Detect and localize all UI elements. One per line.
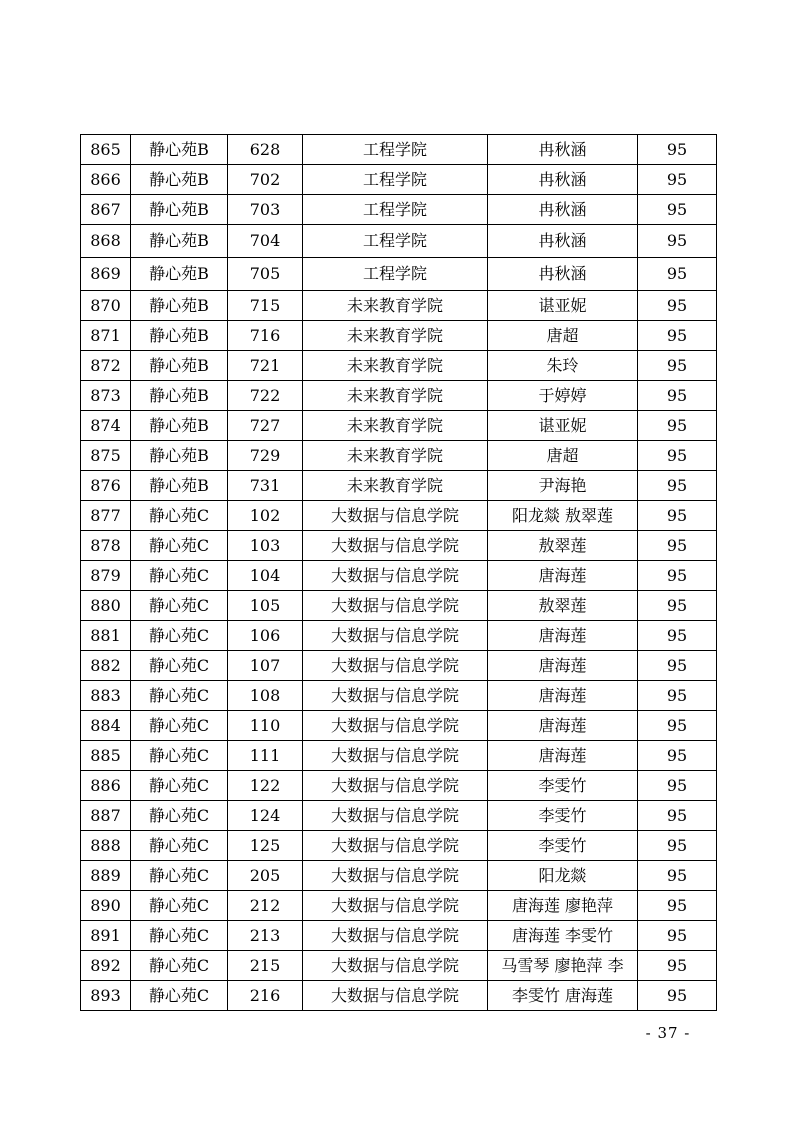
cell-name: 李雯竹	[488, 831, 638, 861]
cell-college: 未来教育学院	[303, 411, 488, 441]
cell-room: 721	[228, 351, 303, 381]
table-row	[81, 531, 717, 561]
cell-room: 722	[228, 381, 303, 411]
cell-room: 103	[228, 531, 303, 561]
cell-building: 静心苑C	[131, 771, 228, 801]
cell-college: 未来教育学院	[303, 381, 488, 411]
cell-name: 李雯竹	[488, 801, 638, 831]
table-row	[81, 291, 717, 321]
table-row	[81, 471, 717, 501]
cell-number: 867	[81, 195, 131, 225]
cell-college: 大数据与信息学院	[303, 591, 488, 621]
cell-building: 静心苑C	[131, 501, 228, 531]
cell-score: 95	[638, 681, 717, 711]
cell-number: 869	[81, 258, 131, 291]
table-row	[81, 891, 717, 921]
cell-college: 大数据与信息学院	[303, 711, 488, 741]
table-row	[81, 258, 717, 291]
cell-name: 尹海艳	[488, 471, 638, 501]
cell-number: 874	[81, 411, 131, 441]
table-row	[81, 441, 717, 471]
table-row	[81, 921, 717, 951]
table-row	[81, 591, 717, 621]
table-row	[81, 651, 717, 681]
table-row	[81, 135, 717, 165]
cell-room: 111	[228, 741, 303, 771]
table-row	[81, 321, 717, 351]
cell-room: 213	[228, 921, 303, 951]
cell-number: 868	[81, 225, 131, 258]
cell-name: 敖翠莲	[488, 531, 638, 561]
table-row	[81, 861, 717, 891]
cell-building: 静心苑C	[131, 711, 228, 741]
cell-building: 静心苑C	[131, 861, 228, 891]
cell-name: 敖翠莲	[488, 591, 638, 621]
cell-name: 唐海莲	[488, 681, 638, 711]
cell-score: 95	[638, 258, 717, 291]
cell-number: 877	[81, 501, 131, 531]
cell-number: 880	[81, 591, 131, 621]
cell-college: 大数据与信息学院	[303, 531, 488, 561]
cell-building: 静心苑C	[131, 891, 228, 921]
cell-number: 878	[81, 531, 131, 561]
table-body	[81, 135, 717, 1011]
cell-score: 95	[638, 981, 717, 1011]
cell-college: 大数据与信息学院	[303, 891, 488, 921]
cell-number: 888	[81, 831, 131, 861]
cell-score: 95	[638, 471, 717, 501]
cell-building: 静心苑B	[131, 471, 228, 501]
cell-number: 891	[81, 921, 131, 951]
cell-score: 95	[638, 651, 717, 681]
cell-name: 冉秋涵	[488, 225, 638, 258]
cell-room: 108	[228, 681, 303, 711]
cell-room: 105	[228, 591, 303, 621]
cell-number: 889	[81, 861, 131, 891]
cell-score: 95	[638, 951, 717, 981]
cell-name: 阳龙燚 敖翠莲	[488, 501, 638, 531]
cell-college: 大数据与信息学院	[303, 561, 488, 591]
cell-college: 大数据与信息学院	[303, 801, 488, 831]
cell-building: 静心苑B	[131, 381, 228, 411]
cell-name: 李雯竹	[488, 771, 638, 801]
cell-building: 静心苑B	[131, 411, 228, 441]
cell-college: 大数据与信息学院	[303, 831, 488, 861]
cell-score: 95	[638, 291, 717, 321]
table-row	[81, 225, 717, 258]
cell-score: 95	[638, 225, 717, 258]
cell-name: 唐海莲	[488, 561, 638, 591]
cell-score: 95	[638, 861, 717, 891]
dormitory-score-table	[80, 134, 717, 1011]
cell-name: 唐海莲	[488, 621, 638, 651]
cell-building: 静心苑B	[131, 291, 228, 321]
table-row	[81, 771, 717, 801]
cell-score: 95	[638, 591, 717, 621]
cell-score: 95	[638, 891, 717, 921]
cell-name: 唐海莲	[488, 711, 638, 741]
cell-name: 唐海莲 李雯竹	[488, 921, 638, 951]
table-row	[81, 711, 717, 741]
cell-building: 静心苑C	[131, 831, 228, 861]
cell-room: 702	[228, 165, 303, 195]
cell-room: 125	[228, 831, 303, 861]
table-row	[81, 801, 717, 831]
cell-number: 876	[81, 471, 131, 501]
cell-score: 95	[638, 621, 717, 651]
cell-name: 于婷婷	[488, 381, 638, 411]
cell-name: 唐超	[488, 441, 638, 471]
cell-number: 892	[81, 951, 131, 981]
cell-score: 95	[638, 381, 717, 411]
cell-score: 95	[638, 531, 717, 561]
cell-college: 大数据与信息学院	[303, 981, 488, 1011]
cell-number: 865	[81, 135, 131, 165]
cell-name: 谌亚妮	[488, 411, 638, 441]
cell-name: 冉秋涵	[488, 258, 638, 291]
cell-number: 879	[81, 561, 131, 591]
cell-room: 729	[228, 441, 303, 471]
cell-room: 205	[228, 861, 303, 891]
table-row	[81, 561, 717, 591]
table-row	[81, 351, 717, 381]
cell-name: 朱玲	[488, 351, 638, 381]
cell-room: 122	[228, 771, 303, 801]
cell-room: 628	[228, 135, 303, 165]
cell-number: 885	[81, 741, 131, 771]
cell-name: 马雪琴 廖艳萍 李	[488, 951, 638, 981]
cell-college: 大数据与信息学院	[303, 501, 488, 531]
table-row	[81, 411, 717, 441]
cell-college: 工程学院	[303, 165, 488, 195]
cell-building: 静心苑C	[131, 651, 228, 681]
cell-room: 216	[228, 981, 303, 1011]
cell-building: 静心苑B	[131, 195, 228, 225]
table-row	[81, 831, 717, 861]
cell-number: 875	[81, 441, 131, 471]
cell-building: 静心苑B	[131, 441, 228, 471]
cell-college: 大数据与信息学院	[303, 651, 488, 681]
table-row	[81, 951, 717, 981]
cell-score: 95	[638, 165, 717, 195]
cell-college: 未来教育学院	[303, 441, 488, 471]
cell-score: 95	[638, 831, 717, 861]
cell-score: 95	[638, 411, 717, 441]
cell-building: 静心苑C	[131, 801, 228, 831]
cell-college: 大数据与信息学院	[303, 741, 488, 771]
table-row	[81, 381, 717, 411]
cell-building: 静心苑C	[131, 981, 228, 1011]
cell-score: 95	[638, 135, 717, 165]
cell-room: 110	[228, 711, 303, 741]
cell-building: 静心苑C	[131, 681, 228, 711]
table-row	[81, 195, 717, 225]
cell-name: 唐海莲	[488, 651, 638, 681]
cell-college: 未来教育学院	[303, 291, 488, 321]
cell-number: 887	[81, 801, 131, 831]
table-row	[81, 981, 717, 1011]
cell-room: 727	[228, 411, 303, 441]
cell-number: 871	[81, 321, 131, 351]
cell-building: 静心苑C	[131, 621, 228, 651]
cell-number: 893	[81, 981, 131, 1011]
cell-score: 95	[638, 801, 717, 831]
cell-room: 704	[228, 225, 303, 258]
cell-number: 882	[81, 651, 131, 681]
cell-college: 大数据与信息学院	[303, 771, 488, 801]
cell-college: 大数据与信息学院	[303, 681, 488, 711]
dormitory-score-table-container	[80, 134, 716, 1011]
table-row	[81, 621, 717, 651]
cell-building: 静心苑C	[131, 561, 228, 591]
cell-score: 95	[638, 561, 717, 591]
cell-name: 冉秋涵	[488, 165, 638, 195]
cell-name: 唐超	[488, 321, 638, 351]
cell-name: 阳龙燚	[488, 861, 638, 891]
cell-number: 872	[81, 351, 131, 381]
cell-college: 工程学院	[303, 258, 488, 291]
cell-college: 未来教育学院	[303, 321, 488, 351]
cell-name: 谌亚妮	[488, 291, 638, 321]
cell-number: 890	[81, 891, 131, 921]
cell-score: 95	[638, 741, 717, 771]
cell-score: 95	[638, 351, 717, 381]
cell-room: 106	[228, 621, 303, 651]
cell-room: 705	[228, 258, 303, 291]
cell-score: 95	[638, 195, 717, 225]
cell-building: 静心苑C	[131, 531, 228, 561]
cell-number: 886	[81, 771, 131, 801]
cell-number: 881	[81, 621, 131, 651]
cell-building: 静心苑B	[131, 258, 228, 291]
cell-room: 124	[228, 801, 303, 831]
cell-building: 静心苑B	[131, 321, 228, 351]
cell-room: 107	[228, 651, 303, 681]
cell-room: 212	[228, 891, 303, 921]
cell-number: 866	[81, 165, 131, 195]
cell-college: 工程学院	[303, 135, 488, 165]
cell-score: 95	[638, 441, 717, 471]
cell-college: 未来教育学院	[303, 351, 488, 381]
cell-college: 工程学院	[303, 195, 488, 225]
cell-score: 95	[638, 921, 717, 951]
cell-name: 冉秋涵	[488, 195, 638, 225]
cell-number: 883	[81, 681, 131, 711]
cell-room: 215	[228, 951, 303, 981]
cell-building: 静心苑C	[131, 591, 228, 621]
cell-number: 884	[81, 711, 131, 741]
table-row	[81, 741, 717, 771]
cell-number: 873	[81, 381, 131, 411]
page-number: - 37 -	[645, 1024, 691, 1042]
cell-college: 大数据与信息学院	[303, 861, 488, 891]
table-row	[81, 165, 717, 195]
cell-number: 870	[81, 291, 131, 321]
cell-building: 静心苑B	[131, 165, 228, 195]
cell-building: 静心苑B	[131, 225, 228, 258]
cell-room: 102	[228, 501, 303, 531]
cell-score: 95	[638, 771, 717, 801]
cell-room: 703	[228, 195, 303, 225]
cell-college: 大数据与信息学院	[303, 621, 488, 651]
cell-name: 唐海莲 廖艳萍	[488, 891, 638, 921]
cell-name: 李雯竹 唐海莲	[488, 981, 638, 1011]
cell-room: 731	[228, 471, 303, 501]
table-row	[81, 501, 717, 531]
cell-name: 唐海莲	[488, 741, 638, 771]
cell-score: 95	[638, 321, 717, 351]
cell-room: 104	[228, 561, 303, 591]
cell-college: 未来教育学院	[303, 471, 488, 501]
cell-room: 715	[228, 291, 303, 321]
cell-building: 静心苑C	[131, 951, 228, 981]
cell-score: 95	[638, 711, 717, 741]
cell-score: 95	[638, 501, 717, 531]
cell-college: 大数据与信息学院	[303, 921, 488, 951]
cell-room: 716	[228, 321, 303, 351]
table-row	[81, 681, 717, 711]
cell-name: 冉秋涵	[488, 135, 638, 165]
cell-building: 静心苑C	[131, 741, 228, 771]
cell-college: 工程学院	[303, 225, 488, 258]
cell-building: 静心苑B	[131, 351, 228, 381]
cell-building: 静心苑B	[131, 135, 228, 165]
cell-college: 大数据与信息学院	[303, 951, 488, 981]
cell-building: 静心苑C	[131, 921, 228, 951]
